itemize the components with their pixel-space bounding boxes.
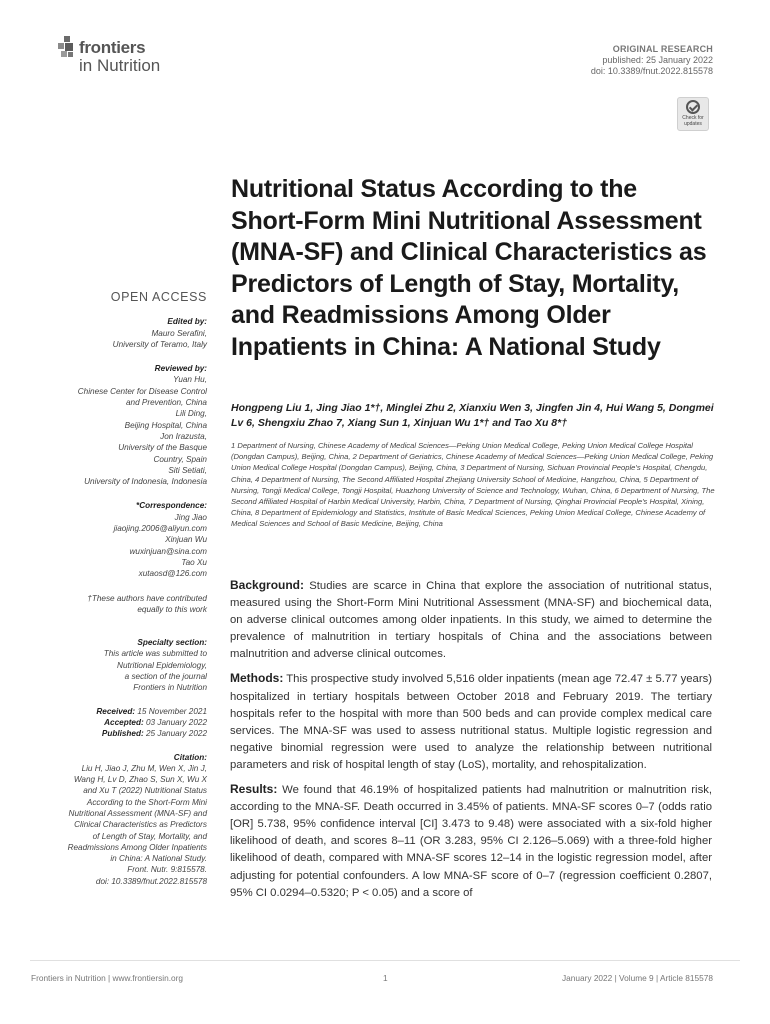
footer-journal-link[interactable]: Frontiers in Nutrition | www.frontiersin.org <box>31 973 184 983</box>
correspondent-name: Jing Jiao <box>174 512 207 522</box>
citation-block <box>50 752 207 888</box>
reviewed-by-block <box>50 363 207 487</box>
abstract-methods <box>230 670 712 774</box>
edited-by-label: Edited by: <box>167 317 207 327</box>
abstract-results <box>230 781 712 902</box>
specialty-line: Nutritional Epidemiology, <box>117 660 207 670</box>
results-label: Results: <box>230 782 278 797</box>
citation-line: Clinical Characteristics as Predictors <box>74 820 207 830</box>
accepted-date <box>50 717 207 728</box>
citation-line: Front. Nutr. 9:815578. <box>127 865 207 875</box>
abstract <box>230 577 712 909</box>
results-text: We found that 46.19% of hospitalized patients had malnutrition or malnutrition risk, according to the MNA-SF. Death occurred in 3.45% of patients. MNA-SF scores 0–7 (odds ratio [OR] 5.738, 95% confidence interval [CI] 3.473 to 9.48) were associated with a six-fold higher likelihood of death, and scores 8–11 (OR 3.283, 95% CI 2.126–5.069) with a three-fold higher likelihood of death, compared with MNA-SF scores 12–14 in the logistic regression model, after adjusting for potential confounders. A low MNA-SF score of 0–7 (regression coefficient 0.2807, 95% CI 0.0294–0.5320; P < 0.05) and a score of <box>230 784 713 899</box>
reviewer-line: Country, Spain <box>153 454 207 464</box>
contribution-note <box>50 593 207 616</box>
check-for-updates-label: Check for updates <box>682 115 704 127</box>
received-date <box>50 706 207 717</box>
received-value: 15 November 2021 <box>137 706 207 716</box>
correspondence-block <box>50 500 207 579</box>
dates-block <box>50 706 207 740</box>
citation-line: and Xu T (2022) Nutritional Status <box>83 786 207 796</box>
reviewer-line: Siti Setiati, <box>168 465 207 475</box>
correspondent-email-link[interactable]: jiaojing.2006@aliyun.com <box>113 524 207 534</box>
reviewer-line: Yuan Hu, <box>173 375 207 385</box>
open-access-label: OPEN ACCESS <box>110 290 207 304</box>
correspondent-name: Tao Xu <box>181 557 207 567</box>
page-number: 1 <box>383 973 388 983</box>
editor-line: Mauro Serafini, <box>151 328 207 338</box>
edited-by-block <box>50 316 207 350</box>
methods-text: This prospective study involved 5,516 older inpatients (mean age 72.47 ± 5.77 years) hospitalized in tertiary hospitals between October 2018 and February 2019. The tertiary hospitals refer to the hospital with more than 500 beds and can provide complex medical care services. The MNA-SF was used to assess nutritional status. Multiple logistic regression and negative binomial regression were used to analyze the relationship between nutritional parameters and risk of hospital length of stay (LoS), mortality, and rehospitalization. <box>230 673 713 771</box>
contrib-line: equally to this work <box>137 604 207 614</box>
contrib-line: †These authors have contributed <box>87 593 207 603</box>
article-meta <box>591 44 713 77</box>
specialty-line: This article was submitted to <box>103 649 207 659</box>
reviewed-by-label: Reviewed by: <box>154 364 207 374</box>
journal-name: in Nutrition <box>79 56 161 75</box>
abstract-background <box>230 577 712 663</box>
published-label: Published: <box>101 729 144 739</box>
citation-line: of Length of Stay, Mortality, and <box>92 831 207 841</box>
reviewer-line: Jon Irazusta, <box>160 431 207 441</box>
affiliations: 1 Department of Nursing, Chinese Academy of Medical Sciences—Peking Union Medical College, Peking Union Medical College Hospital (Dongdan Campus), Beijing, China, 2 Department of Geriatrics, Chinese Academy of Medical Sciences—Peking Union Medical College, Peking Union Medical College Hospital (Dongdan Campus), Beijing, China, 3 Department of Nursing, Sichuan Provincial People's Hospital, Chengdu, China, 4 Department of Nursing, The Second Affiliated Hospital Zhejiang University School of Medicine, Hangzhou, China, 5 Department of Nursing, Tongji Medical College, Tongji Hospital, Huazhong University of Science and Technology, Wuhan, China, 6 Department of Nursing, The Second Affiliated Hospital of Harbin Medical University, Harbin, China, 7 Department of Nursing, Qinghai Provincial People's Hospital, Xining, China, 8 Department of Epidemiology and Statistics, Institute of Basic Medical Sciences, Peking Union Medical College, Chinese Academy of Medical Sciences and School of Basic Medicine, Beijing, China <box>231 441 715 529</box>
accepted-value: 03 January 2022 <box>146 717 207 727</box>
citation-label: Citation: <box>173 752 207 762</box>
background-label: Background: <box>230 578 305 592</box>
published-value: 25 January 2022 <box>146 729 207 739</box>
check-for-updates-button[interactable] <box>677 97 709 131</box>
reviewer-line: and Prevention, China <box>125 398 207 408</box>
citation-line: Liu H, Jiao J, Zhu M, Wen X, Jin J, <box>81 763 207 773</box>
specialty-line: Frontiers in Nutrition <box>133 683 207 693</box>
footer-issue-info: January 2022 | Volume 9 | Article 815578 <box>562 973 713 983</box>
reviewer-line: University of the Basque <box>118 443 207 453</box>
correspondent-email-link[interactable]: xutaosd@126.com <box>138 569 207 579</box>
citation-line: Wang H, Lv D, Zhao S, Sun X, Wu X <box>73 775 207 785</box>
background-text: Studies are scarce in China that explore the association of nutritional status, measured using the Short-Form Mini Nutritional Assessment (MNA-SF) and biochemical data, on adverse clinical outcomes among older inpatients. In this study, we aimed to determine the prevalence of malnutrition in tertiary hospitals of China and the associations between malnutrition and adverse clinical outcomes. <box>230 580 712 661</box>
citation-line: Readmissions Among Older Inpatients <box>67 842 207 852</box>
article-type: ORIGINAL RESEARCH <box>612 44 713 54</box>
citation-doi-link[interactable]: doi: 10.3389/fnut.2022.815578 <box>95 876 207 886</box>
author-list: Hongpeng Liu 1, Jing Jiao 1*†, Minglei Zhu 2, Xianxiu Wen 3, Jingfen Jin 4, Hui Wang 5, Dongmei Lv 6, Shengxiu Zhao 7, Xiang Sun 1, Xinjuan Wu 1*† and Tao Xu 8*† <box>231 402 714 429</box>
citation-line: Nutritional Assessment (MNA-SF) and <box>68 808 207 818</box>
article-doi[interactable]: doi: 10.3389/fnut.2022.815578 <box>590 66 713 76</box>
reviewer-line: University of Indonesia, Indonesia <box>84 477 207 487</box>
correspondent-email-link[interactable]: wuxinjuan@sina.com <box>129 546 207 556</box>
published-date-sidebar <box>50 728 207 739</box>
specialty-label: Specialty section: <box>137 638 207 648</box>
check-icon <box>686 100 700 114</box>
reviewer-line: Beijing Hospital, China <box>124 420 207 430</box>
accepted-label: Accepted: <box>104 717 144 727</box>
article-sidebar <box>50 292 207 900</box>
footer-divider <box>30 960 740 961</box>
correspondent-name: Xinjuan Wu <box>165 535 207 545</box>
methods-label: Methods: <box>230 671 284 686</box>
article-title: Nutritional Status According to the Short-Form Mini Nutritional Assessment (MNA-SF) and Clinical Characteristics as Predictors of Length of Stay, Mortality, and Readmissions Among Older Inpatients in China: A National Study <box>231 175 707 361</box>
reviewer-line: Chinese Center for Disease Control <box>77 386 207 396</box>
received-label: Received: <box>96 706 136 716</box>
citation-line: in China: A National Study. <box>110 854 207 864</box>
published-date: published: 25 January 2022 <box>602 55 713 65</box>
citation-line: According to the Short-Form Mini <box>86 797 207 807</box>
editor-line: University of Teramo, Italy <box>112 339 207 349</box>
specialty-line: a section of the journal <box>124 672 207 682</box>
correspondence-label: *Correspondence: <box>136 501 207 511</box>
journal-brand: frontiers <box>79 38 146 57</box>
specialty-block <box>50 637 207 693</box>
reviewer-line: Lili Ding, <box>175 409 207 419</box>
